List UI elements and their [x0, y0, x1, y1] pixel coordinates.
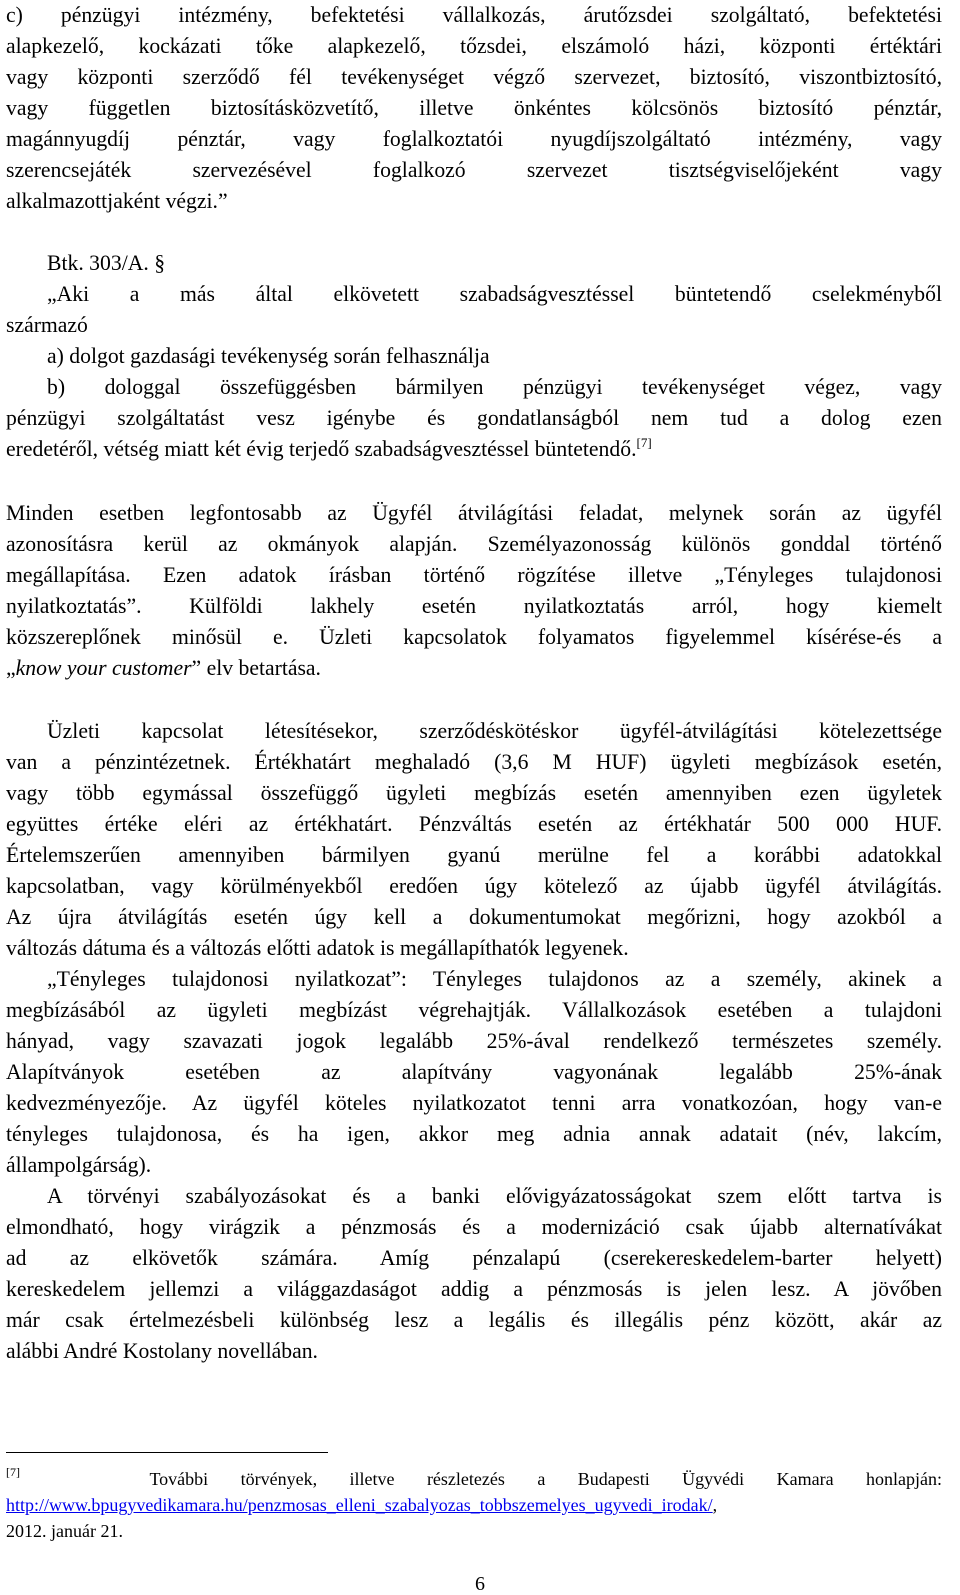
text-line: kereskedelem jellemzi a világgazdaságot addig a pénzmosás is jelen lesz. A jövőben	[6, 1277, 942, 1301]
text-line: c) pénzügyi intézmény, befektetési vállalkozás, árutőzsdei szolgáltató, befektetési	[6, 3, 942, 27]
text-line: alapkezelő, kockázati tőke alapkezelő, tőzsdei, elszámoló házi, központi értéktári	[6, 34, 942, 58]
footnote-link[interactable]: http://www.bpugyvedikamara.hu/penzmosas_elleni_szabalyozas_tobbszemelyes_ugyvedi_irodak/	[6, 1495, 713, 1515]
section-heading: Btk. 303/A. §	[47, 251, 166, 275]
text-line: hányad, vagy szavazati jogok legalább 25%-ával rendelkező természetes személy.	[6, 1029, 942, 1053]
text-line: magánnyugdíj pénztár, vagy foglalkoztatói nyugdíjszolgáltató intézmény, vagy	[6, 127, 942, 151]
paragraph-business	[6, 716, 942, 964]
paragraph-law	[6, 1181, 942, 1367]
text-line: közszereplőnek minősül e. Üzleti kapcsolatok folyamatos figyelemmel kísérése-és a	[6, 625, 942, 649]
text-line: alkalmazottjaként végzi.”	[6, 189, 228, 213]
paragraph-beneficial-owner	[6, 964, 942, 1181]
footnote-text: További törvények, illetve részletezés a Budapesti Ügyvédi Kamara honlapján:	[149, 1469, 942, 1489]
footnote	[6, 1466, 942, 1544]
footnote-separator	[6, 1452, 328, 1453]
text-line: alábbi André Kostolany novellában.	[6, 1339, 318, 1363]
footnote-line	[6, 1492, 942, 1518]
text-line	[6, 653, 942, 684]
text-line: elmondható, hogy virágzik a pénzmosás és a modernizáció csak újabb alternatívákat	[6, 1215, 942, 1239]
text-line: vagy független biztosításközvetítő, illetve önkéntes kölcsönös biztosító pénztár,	[6, 96, 942, 120]
text-line: b) dologgal összefüggésben bármilyen pénzügyi tevékenységet végez, vagy	[47, 375, 942, 399]
text-line: állampolgárság).	[6, 1153, 152, 1177]
page-number: 6	[475, 1573, 485, 1595]
text-line: Alapítványok esetében az alapítvány vagyonának legalább 25%-ának	[6, 1060, 942, 1084]
text-line: kedvezményezője. Az ügyfél köteles nyilatkozatot tenni arra vonatkozóan, hogy van-e	[6, 1091, 942, 1115]
text-line: ad az elkövetők számára. Amíg pénzalapú (cserekereskedelem-barter helyett)	[6, 1246, 942, 1270]
text-line: együttes értéke eléri az értékhatárt. Pénzváltás esetén az értékhatár 500 000 HUF.	[6, 812, 942, 836]
text-run: „	[6, 656, 16, 680]
text-line: már csak értelmezésbeli különbség lesz a legális és illegális pénz között, akár az	[6, 1308, 942, 1332]
text-line: megállapítása. Ezen adatok írásban történő rögzítése illetve „Tényleges tulajdonosi	[6, 563, 942, 587]
text-line: A törvényi szabályozásokat és a banki elővigyázatosságokat szem előtt tartva is	[47, 1184, 942, 1208]
text-line	[6, 434, 942, 465]
text-run: eredetéről, vétség miatt két évig terjedő szabadságvesztéssel büntetendő.	[6, 437, 637, 461]
text-line: származó	[6, 313, 88, 337]
paragraph-identification	[6, 498, 942, 684]
list-item-c	[6, 0, 942, 217]
text-line: vagy több egymással összefüggő ügyleti megbízás esetén amennyiben ezen ügyletek	[6, 781, 942, 805]
text-line: „Aki a más által elkövetett szabadságvesztéssel büntetendő cselekményből	[47, 282, 942, 306]
text-line: Értelemszerűen amennyiben bármilyen gyanú merülne fel a korábbi adatokkal	[6, 843, 942, 867]
footnote-marker: [7]	[6, 1465, 20, 1479]
text-line: megbízásából az ügyleti megbízást végrehajtják. Vállalkozások esetében a tulajdoni	[6, 998, 942, 1022]
text-line: Az újra átvilágítás esetén úgy kell a dokumentumokat megőrizni, hogy azokból a	[6, 905, 942, 929]
text-line: tényleges tulajdonosa, és ha igen, akkor meg adnia annak adatait (név, lakcím,	[6, 1122, 942, 1146]
text-line: Minden esetben legfontosabb az Ügyfél átvilágítási feladat, melynek során az ügyfél	[6, 501, 942, 525]
text-line: a) dolgot gazdasági tevékenység során felhasználja	[47, 344, 490, 368]
text-line: változás dátuma és a változás előtti adatok is megállapíthatók legyenek.	[6, 936, 629, 960]
italic-phrase: know your customer	[15, 656, 192, 680]
text-line: van a pénzintézetnek. Értékhatárt meghaladó (3,6 M HUF) ügyleti megbízások esetén,	[6, 750, 942, 774]
footnote-text: ,	[712, 1495, 718, 1515]
text-line: „Tényleges tulajdonosi nyilatkozat”: Tényleges tulajdonos az a személy, akinek a	[47, 967, 942, 991]
text-line: szerencsejáték szervezésével foglalkozó szervezet tisztségviselőjeként vagy	[6, 158, 942, 182]
footnote-reference[interactable]: [7]	[636, 435, 652, 450]
text-run: ” elv betartása.	[191, 656, 321, 680]
law-quote	[6, 279, 942, 465]
text-line: azonosításra kerül az okmányok alapján. Személyazonosság különös gonddal történő	[6, 532, 942, 556]
footnote-line	[6, 1466, 942, 1492]
text-line: kapcsolatban, vagy körülményekből eredően úgy kötelező az újabb ügyfél átvilágítás.	[6, 874, 942, 898]
text-line: Üzleti kapcsolat létesítésekor, szerződéskötéskor ügyfél-átvilágítási kötelezettsége	[47, 719, 942, 743]
footnote-date: 2012. január 21.	[6, 1521, 123, 1541]
text-line: pénzügyi szolgáltatást vesz igénybe és gondatlanságból nem tud a dolog ezen	[6, 406, 942, 430]
text-line: nyilatkoztatás”. Külföldi lakhely esetén nyilatkoztatás arról, hogy kiemelt	[6, 594, 942, 618]
text-line: vagy központi szerződő fél tevékenységet végző szervezet, biztosító, viszontbiztosító,	[6, 65, 942, 89]
